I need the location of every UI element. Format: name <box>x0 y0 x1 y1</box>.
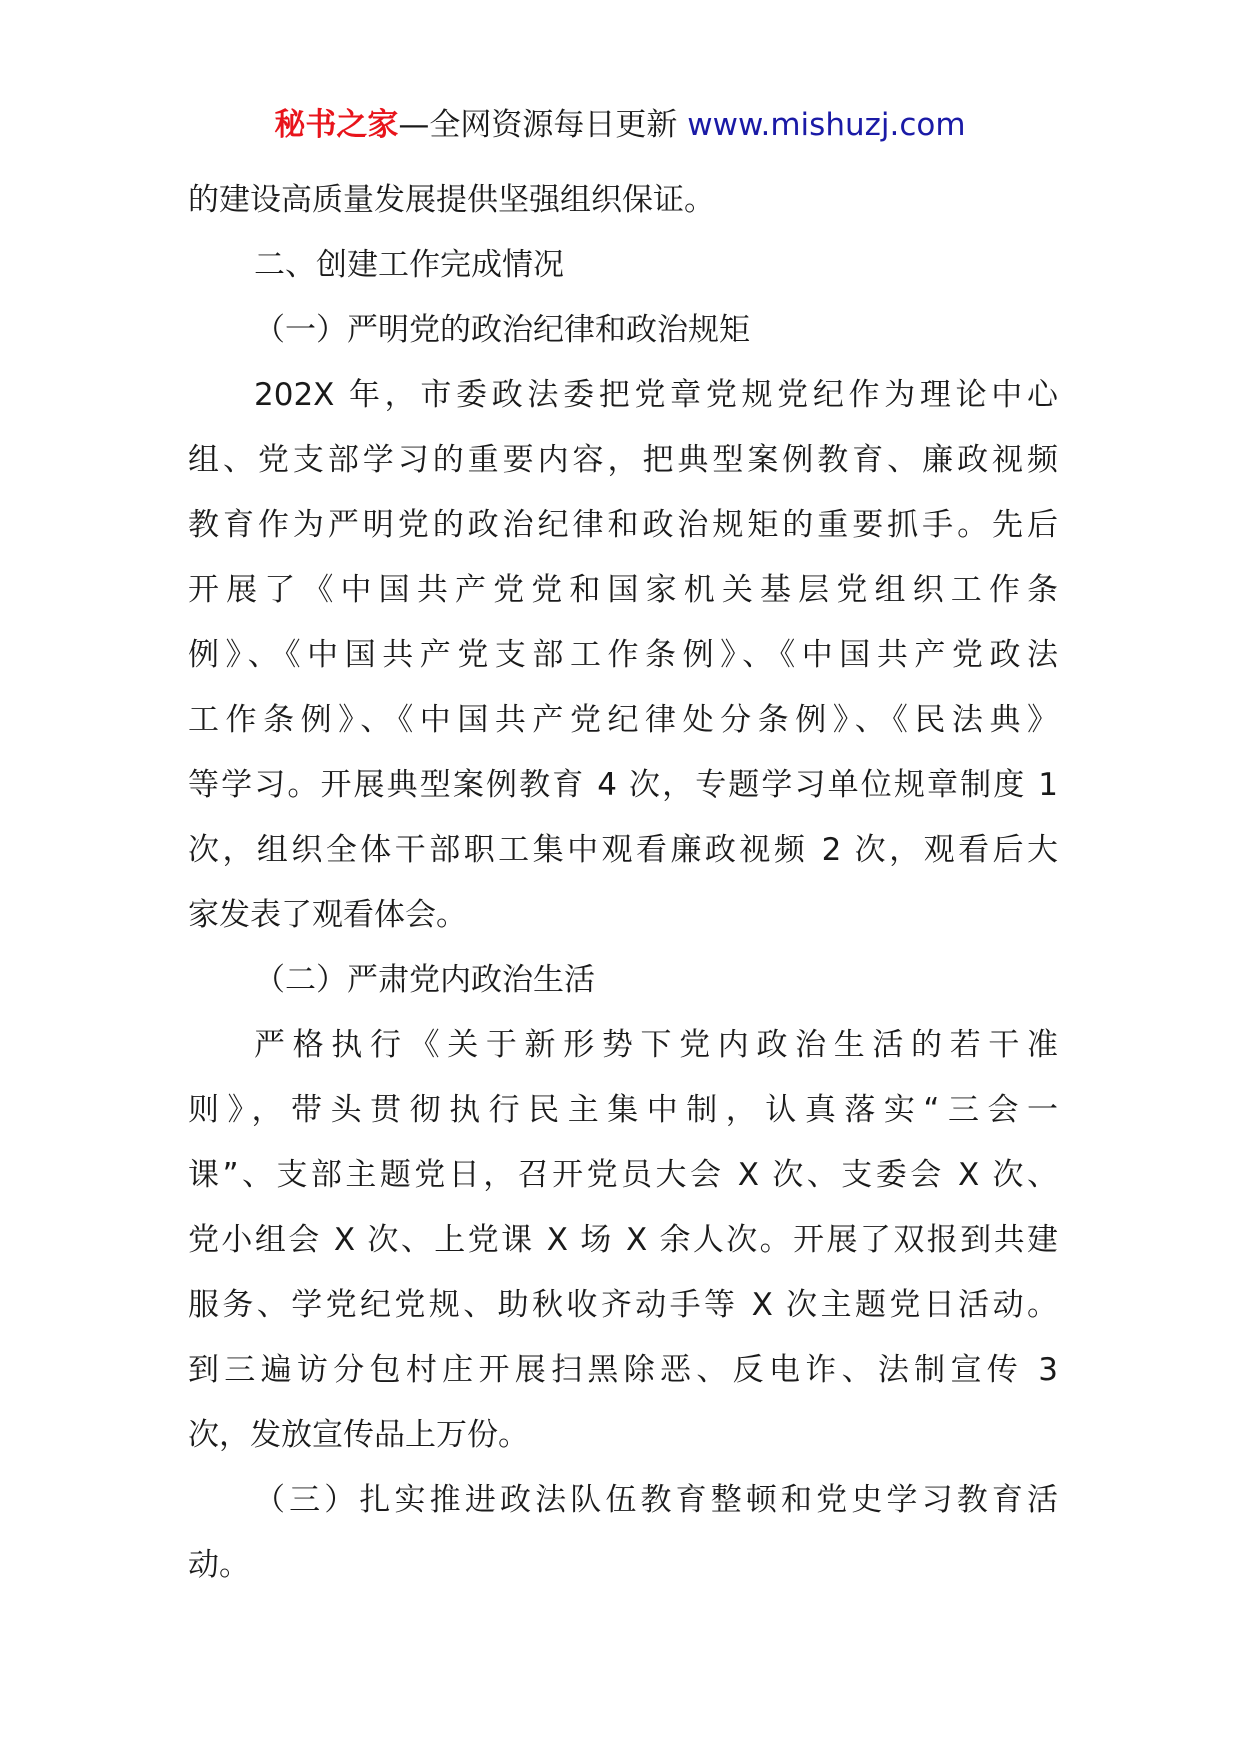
text-line: 严格执行《关于新形势下党内政治生活的若干准 <box>254 1027 1058 1063</box>
text-line: 组、党支部学习的重要内容，把典型案例教育、廉政视频 <box>188 442 1058 478</box>
text-line: （三）扎实推进政法队伍教育整顿和党史学习教育活 <box>254 1482 1058 1518</box>
text-line: 等学习。开展典型案例教育 4 次，专题学习单位规章制度 1 <box>188 767 1058 803</box>
text-line: 开展了《中国共产党党和国家机关基层党组织工作条 <box>188 572 1058 608</box>
text-line: 例》、《中国共产党支部工作条例》、《中国共产党政法 <box>188 637 1058 673</box>
text-line: 家发表了观看体会。 <box>188 897 467 933</box>
text-line: 教育作为严明党的政治纪律和政治规矩的重要抓手。先后 <box>188 507 1058 543</box>
text-line: （二）严肃党内政治生活 <box>254 962 595 998</box>
text-line: 服务、学党纪党规、助秋收齐动手等 X 次主题党日活动。 <box>188 1287 1058 1323</box>
text-line: 动。 <box>188 1547 250 1583</box>
text-line: 党小组会 X 次、上党课 X 场 X 余人次。开展了双报到共建 <box>188 1222 1058 1258</box>
text-line: 二、创建工作完成情况 <box>254 247 564 283</box>
text-line: 课”、支部主题党日，召开党员大会 X 次、支委会 X 次、 <box>188 1157 1058 1193</box>
page-header <box>0 103 1240 147</box>
site-url-link[interactable]: www.mishuzj.com <box>687 107 966 143</box>
document-body <box>188 168 1058 1598</box>
text-line: （一）严明党的政治纪律和政治规矩 <box>254 312 750 348</box>
text-line: 则》，带头贯彻执行民主集中制，认真落实“三会一 <box>188 1092 1058 1128</box>
text-line: 202X 年，市委政法委把党章党规党纪作为理论中心 <box>254 377 1058 413</box>
brand-name: 秘书之家 <box>274 107 399 143</box>
text-line: 的建设高质量发展提供坚强组织保证。 <box>188 182 715 218</box>
text-line: 次，组织全体干部职工集中观看廉政视频 2 次，观看后大 <box>188 832 1058 868</box>
text-line: 工作条例》、《中国共产党纪律处分条例》、《民法典》 <box>188 702 1058 738</box>
header-tagline: —全网资源每日更新 <box>398 107 678 143</box>
text-line: 到三遍访分包村庄开展扫黑除恶、反电诈、法制宣传 3 <box>188 1352 1058 1388</box>
text-line: 次，发放宣传品上万份。 <box>188 1417 529 1453</box>
